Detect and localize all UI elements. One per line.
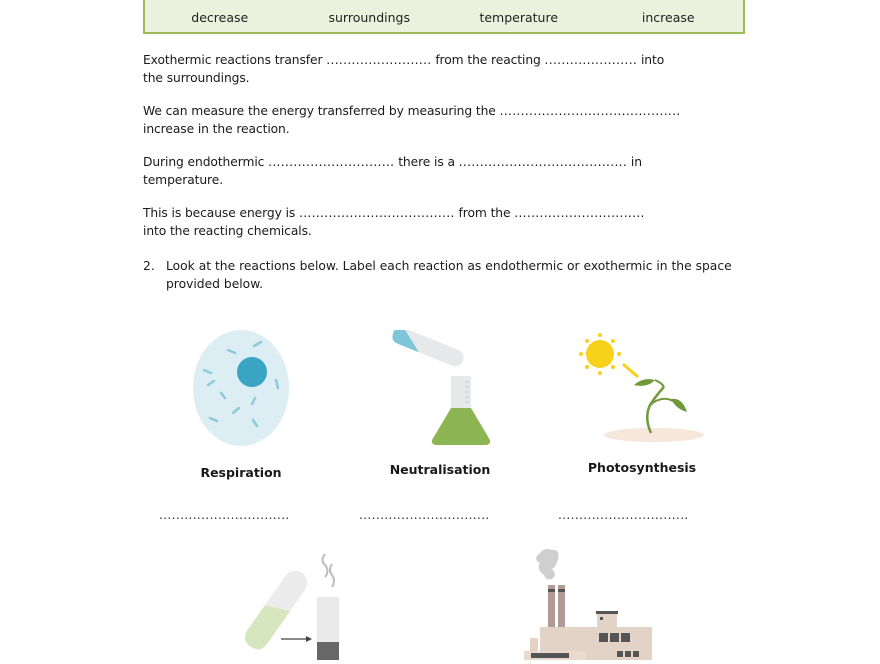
word-bank-item: increase: [641, 9, 695, 25]
fill-in-blank[interactable]: ..............................: [268, 155, 395, 169]
flask-icon: [387, 330, 497, 452]
paragraph-line: increase in the reaction.: [143, 122, 290, 136]
paragraph-exothermic: [143, 51, 738, 87]
reaction-label-neutralisation: Neutralisation: [389, 462, 491, 477]
paragraph-endothermic: [143, 153, 738, 189]
answer-blank-respiration[interactable]: ...............................: [159, 508, 290, 522]
question-2: [143, 257, 743, 293]
question-number: 2.: [143, 259, 155, 273]
paragraph-line: This is because energy is ..................................... from the ...............................: [143, 206, 645, 220]
paragraph-line: temperature.: [143, 173, 224, 187]
reaction-label-photosynthesis: Photosynthesis: [587, 460, 697, 475]
reaction-label-respiration: Respiration: [200, 465, 282, 480]
plant-sun-icon: [578, 333, 708, 449]
paragraph-line: We can measure the energy transferred by measuring the ...........................................: [143, 104, 681, 118]
fill-in-blank[interactable]: .........................: [326, 53, 432, 67]
fill-in-blank[interactable]: .....................................: [299, 206, 455, 220]
word-bank-item: surroundings: [328, 9, 410, 25]
paragraph-line: Exothermic reactions transfer ......................... from the reacting ...................... into: [143, 53, 665, 67]
question-text: Look at the reactions below. Label each reaction as endothermic or exothermic in the space provided below.: [166, 259, 732, 291]
word-bank-item: temperature: [479, 9, 559, 25]
fill-in-blank[interactable]: ...............................: [514, 206, 645, 220]
paragraph-line: the surroundings.: [143, 71, 250, 85]
word-bank-item: decrease: [191, 9, 249, 25]
word-bank-box: [143, 0, 745, 34]
test-tube-icon: [240, 550, 350, 664]
fill-in-blank[interactable]: ......................: [544, 53, 638, 67]
fill-in-blank[interactable]: ........................................: [458, 155, 628, 169]
paragraph-measure: [143, 102, 738, 138]
answer-blank-neutralisation[interactable]: ...............................: [359, 508, 490, 522]
factory-icon: [522, 545, 652, 664]
answer-blank-photosynthesis[interactable]: ...............................: [558, 508, 689, 522]
paragraph-line: During endothermic .............................. there is a ........................................ in: [143, 155, 642, 169]
cell-icon: [190, 328, 294, 454]
fill-in-blank[interactable]: ...........................................: [499, 104, 681, 118]
paragraph-line: into the reacting chemicals.: [143, 224, 312, 238]
paragraph-because: [143, 204, 738, 240]
